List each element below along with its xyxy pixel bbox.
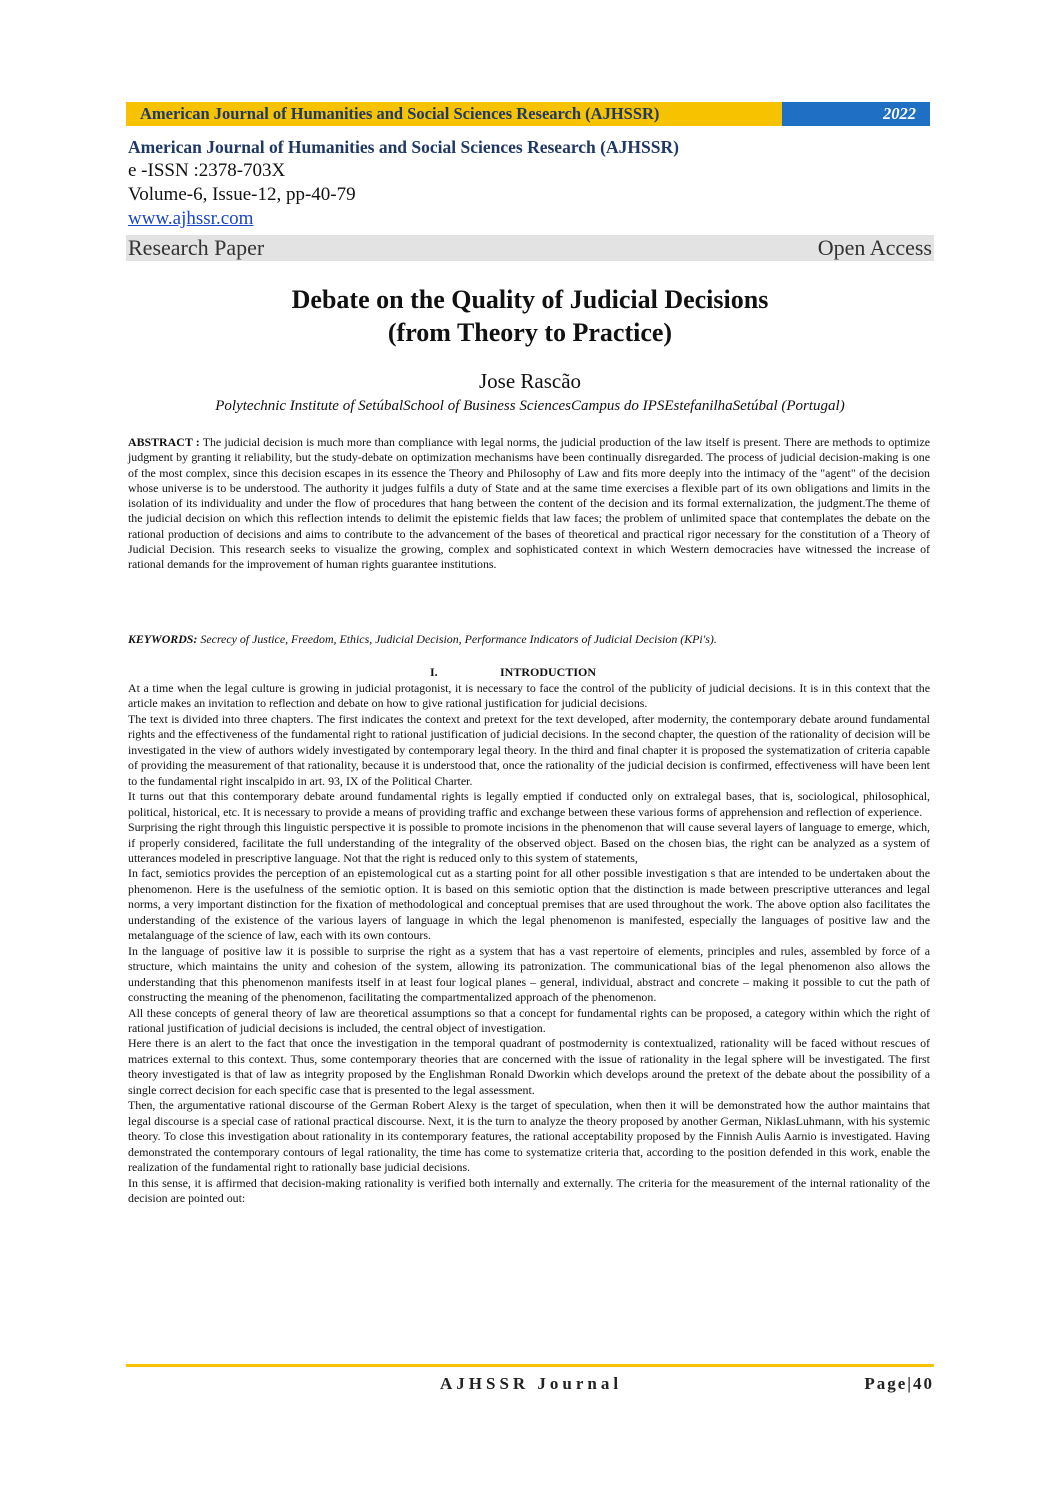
section-title: INTRODUCTION — [500, 665, 597, 679]
paragraph: Then, the argumentative rational discourse of the German Robert Alexy is the target of speculation, when then it will be demonstrated how the author maintains that legal discourse is a special case of rational practical discourse. Next, it is the turn to analyze the theory proposed by another German, NiklasLuhmann, with his systemic theory. To close this investigation about rationality in its contemporary features, the rational acceptability proposed by the Finnish Aulis Aarnio is investigated. Having demonstrated the contemporary contours of legal rationality, the time has come to systematize criteria that, according to the position defended in this work, enable the realization of the fundamental right to rationally base judicial decisions. — [128, 1098, 930, 1175]
paragraph: Surprising the right through this linguistic perspective it is possible to promote incisions in the phenomenon that will cause several layers of language to emerge, which, if properly considered, facilitate the full understanding of the integrality of the observed object. Based on the chosen bias, the right can be analyzed as a system of utterances modeled in prescriptive language. Not that the right is reduced only to this system of statements, — [128, 820, 930, 865]
paragraph: The text is divided into three chapters. The first indicates the context and pretext for the text developed, after modernity, the contemporary debate around fundamental rights and the effectiveness of the fundamental right to rational justification of judicial decisions. In the second chapter, the question of the rationality of decision will be investigated in the view of authors widely investigated by contemporary legal theory. In the third and final chapter it is proposed the systematization of criteria capable of providing the measurement of that rationality, because it is understood that, once the rationality of the judicial decision is confirmed, effectiveness will have been lent to the fundamental right inscalpido in art. 93, IX of the Political Charter. — [128, 711, 930, 788]
title-line-2: (from Theory to Practice) — [387, 318, 673, 347]
page-number: Page|40 — [864, 1374, 934, 1393]
paragraph: At a time when the legal culture is growing in judicial protagonist, it is necessary to face the control of the publicity of judicial decisions. It is in this context that the article makes an invitation to reflection and debate on how to give rational justification for judicial decisions. — [128, 681, 930, 711]
header-journal-name: American Journal of Humanities and Social Sciences Research (AJHSSR) — [126, 102, 782, 126]
introduction-body — [128, 681, 930, 1206]
abstract-text: The judicial decision is much more than compliance with legal norms, the judicial production of the law itself is present. There are methods to optimize judgment by granting it reliability, but the study-debate on optimization mechanisms have been continually disregarded. The process of judicial decision-making is one of the most complex, since this decision escapes in its essence the Theory and Philosophy of Law and fits more deeply into the intimacy of the "agent" of the decision whose universe is to be understood. The authority it judges fulfils a duty of State and at the same time exercises a flexible part of its own obligations and limits in the isolation of its individuality and under the flow of procedures that hang between the content of the decision and its formal externalization, the judgment.The theme of the judicial decision on which this reflection intends to delimit the epistemic fields that law faces; the problem of unlimited space that contemplates the debate on the rational production of decisions and aims to contribute to the advancement of the bases of theoretical and practical rigor necessary for the constitution of a Theory of Judicial Decision. This research seeks to visualize the growing, complex and sophisticated context in which Western democracies have witnessed the increase of rational demands for the improvement of human rights guarantee institutions. — [128, 435, 930, 572]
keywords-text: Secrecy of Justice, Freedom, Ethics, Judicial Decision, Performance Indicators of Judicial Decision (KPi's). — [200, 632, 717, 646]
journal-volume: Volume-6, Issue-12, pp-40-79 — [128, 184, 356, 205]
section-number: I. — [430, 665, 438, 679]
article-title — [126, 283, 934, 349]
header-year: 2022 — [782, 102, 930, 126]
abstract — [128, 435, 930, 573]
journal-info — [128, 135, 934, 231]
keywords-label: KEYWORDS: — [128, 632, 198, 646]
journal-name: American Journal of Humanities and Social Sciences Research (AJHSSR) — [128, 137, 679, 157]
access-type: Open Access — [817, 235, 932, 260]
paragraph: It turns out that this contemporary debate around fundamental rights is legally emptied if conducted only on extralegal bases, that is, sociological, philosophical, political, historical, etc. It is necessary to provide a means of providing traffic and exchange between these various forms of apprehension and reflection of experience. — [128, 789, 930, 819]
paper-type-bar — [126, 235, 934, 261]
running-header — [126, 102, 930, 126]
title-line-1: Debate on the Quality of Judicial Decisions — [291, 285, 769, 314]
author-name: Jose Rascão — [478, 369, 582, 393]
footer-rule — [126, 1364, 934, 1367]
paragraph: In fact, semiotics provides the perception of an epistemological cut as a starting point for all other possible investigation s that are intended to be undertaken about the phenomenon. Here is the usefulness of the semiotic option. It is based on this semiotic option that the distinction is made between prescriptive utterances and legal norms, a very important distinction for the fixation of methodological and conceptual premises that are used throughout the work. The above option also facilitates the understanding of the existence of the various layers of language in which the legal phenomenon is manifested, especially the languages of positive law and the metalanguage of the science of law, each with its own contours. — [128, 866, 930, 943]
journal-url-link[interactable]: www.ajhssr.com — [128, 208, 254, 229]
footer-journal: AJHSSR Journal — [440, 1374, 623, 1393]
paper-type: Research Paper — [128, 235, 265, 260]
keywords — [128, 632, 930, 647]
paragraph: Here there is an alert to the fact that once the investigation in the temporal quadrant of postmodernity is contextualized, rationality will be faced without rescues of matrices external to this context. Thus, some contemporary theories that are concerned with the issue of rationality in the legal sphere will be investigated. The first theory investigated is that of law as integrity proposed by the Englishman Ronald Dworkin which develops around the pretext of the debate about the possibility of a single correct decision for each specific case that is presented to the legal assessment. — [128, 1036, 930, 1097]
page-footer — [126, 1374, 934, 1396]
journal-issn: e -ISSN :2378-703X — [128, 160, 286, 181]
author-affiliation: Polytechnic Institute of SetúbalSchool of Business SciencesCampus do IPSEstefanilhaSetúbal (Portugal) — [215, 398, 845, 414]
paragraph: In this sense, it is affirmed that decision-making rationality is verified both internally and externally. The criteria for the measurement of the internal rationality of the decision are pointed out: — [128, 1175, 930, 1205]
paragraph: All these concepts of general theory of law are theoretical assumptions so that a concept for fundamental rights can be proposed, a category within which the right of rational justification of judicial decisions is included, the central object of investigation. — [128, 1005, 930, 1035]
paragraph: In the language of positive law it is possible to surprise the right as a system that has a vast repertoire of elements, principles and rules, assembled by force of a structure, which maintains the unity and cohesion of the system, allowing its patronization. The communicational bias of the legal phenomenon also allows the understanding that this phenomenon manifests itself in at least four logical planes – general, individual, abstract and concrete – making it possible to cut the path of constructing the meaning of the phenomenon, facilitating the compartmentalized approach of the phenomenon. — [128, 943, 930, 1005]
abstract-label: ABSTRACT : — [128, 435, 200, 449]
